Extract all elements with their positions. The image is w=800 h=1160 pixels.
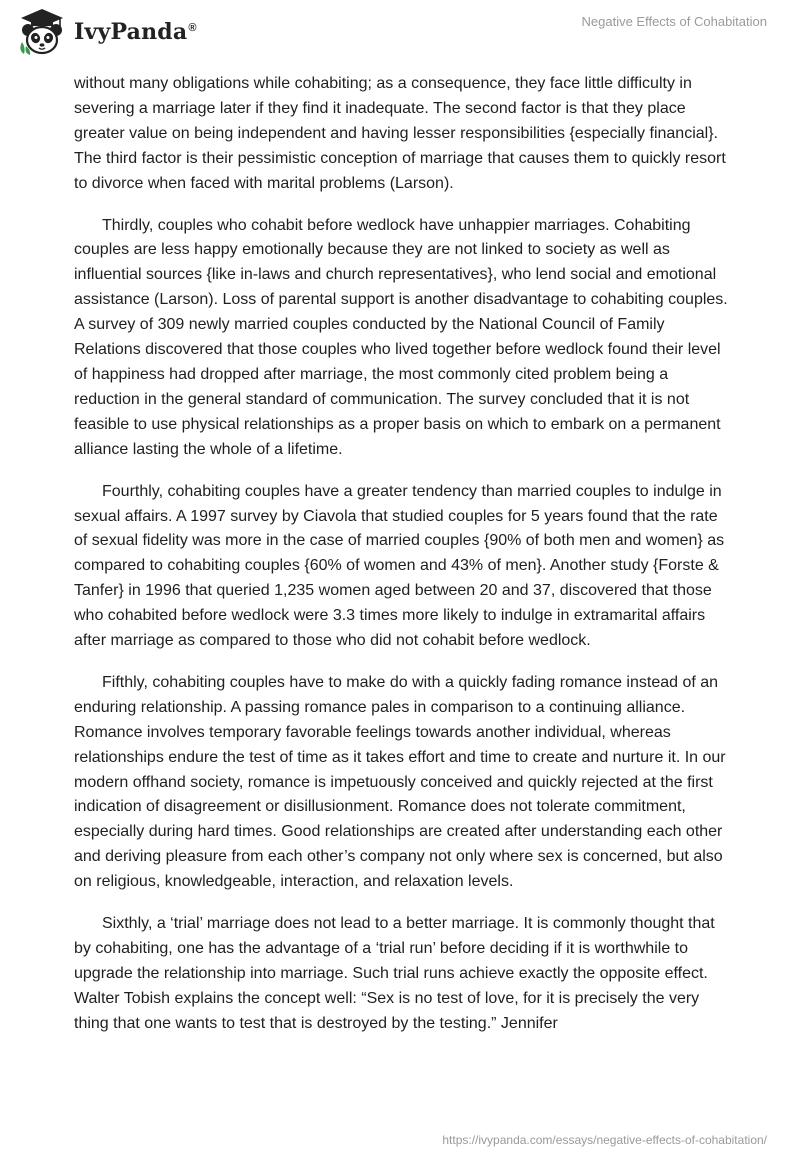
document-title: Negative Effects of Cohabitation xyxy=(581,14,767,29)
essay-body xyxy=(74,72,730,1054)
paragraph-fourthly: Fourthly, cohabiting couples have a greater tendency than married couples to indulge in sexual affairs. A 1997 survey by Ciavola that studied couples for 5 years found that the rate of sexual fidelity was more in the case of married couples {90% of both men and women} as compared to cohabiting couples {60% of women and 43% of men}. Another study {Forste & Tanfer} in 1996 that queried 1,235 women aged between 20 and 37, discovered that those who cohabited before wedlock were 3.3 times more likely to indulge in extramarital affairs after marriage as compared to those who did not cohabit before wedlock. xyxy=(74,482,725,650)
brand-logo[interactable] xyxy=(16,6,197,58)
page-header xyxy=(0,0,800,70)
paragraph-fifthly: Fifthly, cohabiting couples have to make do with a quickly fading romance instead of an enduring relationship. A passing romance pales in comparison to a continuing alliance. Romance involves temporary favorable feelings towards another individual, whereas relationships endure the test of time as it takes effort and time to create and nurture it. In our modern offhand society, romance is impetuously conceived and quickly rejected at the first indication of disagreement or disillusionment. Romance does not tolerate commitment, especially during hard times. Good relationships are created after understanding each other and deriving pleasure from each other’s company not only where sex is concerned, but also on religious, knowledgeable, interaction, and relaxation levels. xyxy=(74,673,726,891)
brand-name: IvyPanda® xyxy=(74,19,197,45)
paragraph-continuation: without many obligations while cohabiting; as a consequence, they face little difficulty in severing a marriage later if they find it inadequate. The second factor is that they place greater value on being independent and having lesser responsibilities {especially financial}. The third factor is their pessimistic conception of marriage that causes them to quickly resort to divorce when faced with marital problems (Larson). xyxy=(74,75,726,192)
paragraph-sixthly: Sixthly, a ‘trial’ marriage does not lead to a better marriage. It is commonly thought that by cohabiting, one has the advantage of a ‘trial run’ before deciding if it is worthwhile to upgrade the relationship into marriage. Such trial runs achieve exactly the opposite effect. Walter Tobish explains the concept well: “Sex is no test of love, for it is precisely the very thing that one wants to test that is destroyed by the testing.” Jennifer xyxy=(74,915,715,1032)
panda-graduation-cap-icon xyxy=(16,6,68,58)
paragraph-thirdly: Thirdly, couples who cohabit before wedlock have unhappier marriages. Cohabiting couples are less happy emotionally because they are not linked to society as well as influential sources {like in-laws and church representatives}, who lend social and emotional assistance (Larson). Loss of parental support is another disadvantage to cohabiting couples. A survey of 309 newly married couples conducted by the National Council of Family Relations discovered that those couples who lived together before wedlock found their level of happiness had dropped after marriage, the most commonly cited problem being a reduction in the general standard of communication. The survey concluded that it is not feasible to use physical relationships as a proper basis on which to embark on a permanent alliance lasting the whole of a lifetime. xyxy=(74,216,728,458)
source-url-link[interactable]: https://ivypanda.com/essays/negative-effects-of-cohabitation/ xyxy=(442,1133,767,1147)
registered-mark: ® xyxy=(188,21,197,34)
